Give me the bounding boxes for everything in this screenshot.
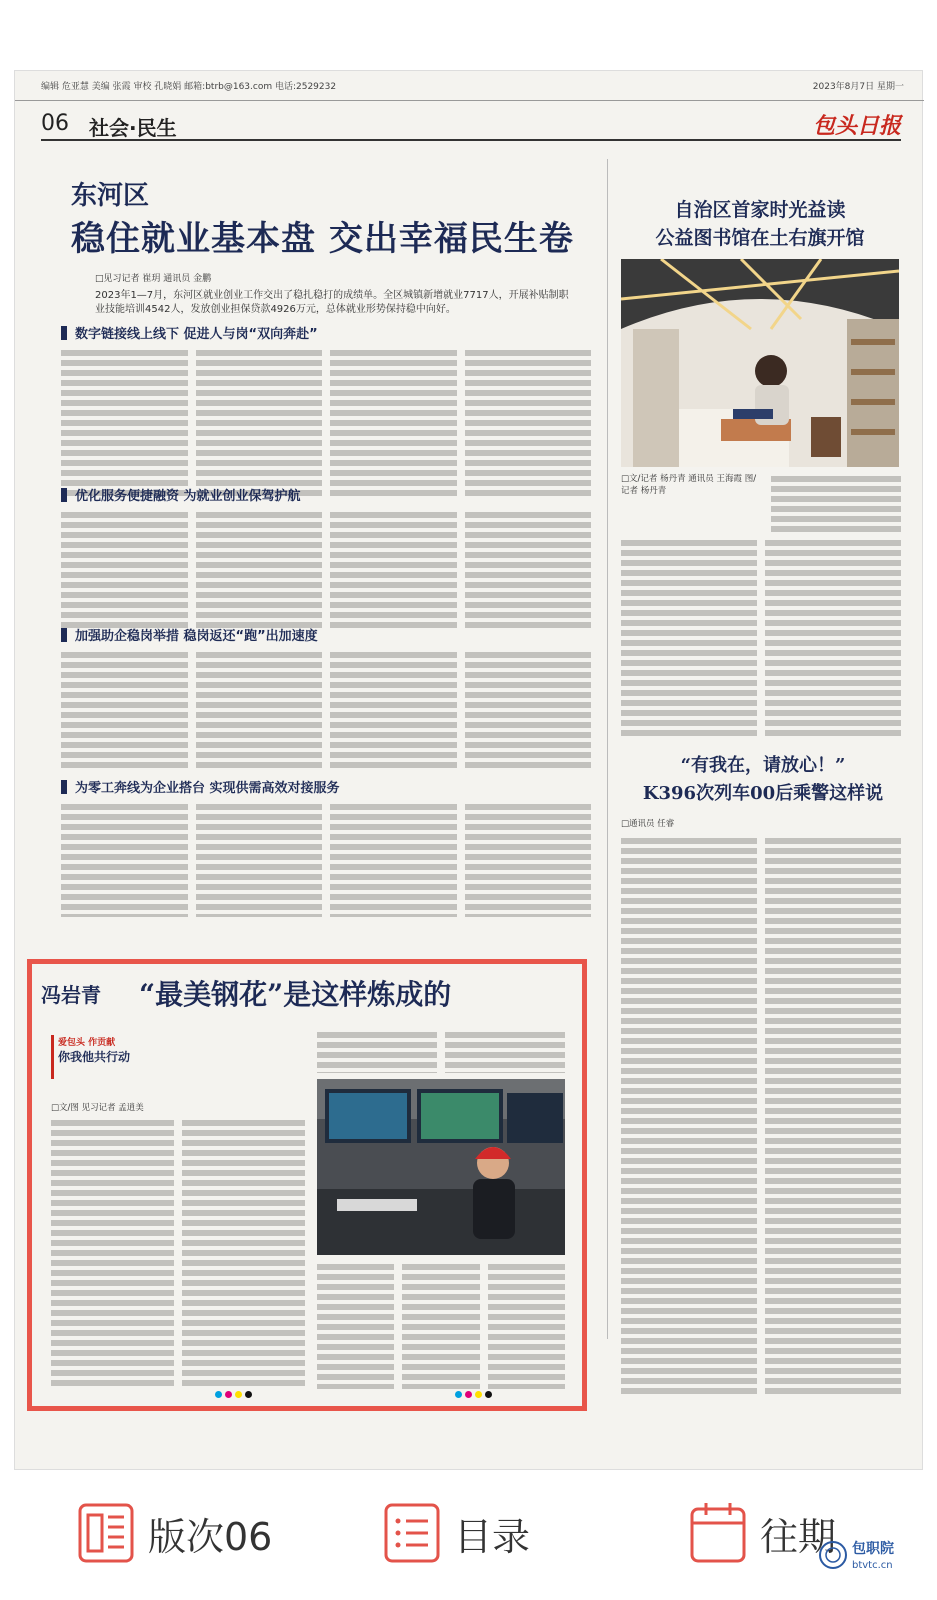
steelworker-photo bbox=[317, 1079, 565, 1255]
article-text-block bbox=[317, 1029, 565, 1073]
list-icon bbox=[382, 1501, 442, 1565]
masthead bbox=[15, 71, 924, 101]
lead-subhead: 加强助企稳岗举措 稳岗返还“跑”出加速度 bbox=[61, 625, 318, 644]
article-text-block bbox=[61, 509, 591, 629]
article-text-block bbox=[317, 1261, 565, 1389]
color-registration-marks bbox=[455, 1391, 492, 1398]
subhead-marker bbox=[61, 780, 67, 794]
section-name: 社会·民生 bbox=[89, 116, 177, 140]
article-text-block bbox=[61, 347, 591, 497]
column-divider bbox=[607, 159, 608, 1339]
calendar-icon bbox=[688, 1501, 748, 1565]
newspaper-logo: 包头日报 bbox=[812, 113, 901, 139]
newspaper-page[interactable] bbox=[14, 70, 923, 1470]
campaign-badge bbox=[51, 1035, 147, 1079]
lead-subhead: 为零工奔线为企业搭台 实现供需高效对接服务 bbox=[61, 777, 340, 796]
lead-subhead: 优化服务便捷融资 为就业创业保驾护航 bbox=[61, 485, 301, 504]
article-text-block bbox=[621, 537, 901, 737]
subhead-marker bbox=[61, 488, 67, 502]
past-issues-button[interactable] bbox=[688, 1498, 836, 1568]
feature-byline: □文/图 见习记者 孟逍美 bbox=[51, 1103, 144, 1113]
site-watermark bbox=[818, 1536, 930, 1592]
edition-icon bbox=[76, 1501, 136, 1565]
train-headline-line1[interactable]: “有我在，请放心！” bbox=[680, 755, 846, 776]
editor-credits: 编辑 危亚慧 美编 张霞 审校 孔晓娟 邮箱:btrb@163.com 电话:2529232 bbox=[41, 82, 337, 92]
article-text-block bbox=[61, 649, 591, 769]
contents-label: 目录 bbox=[454, 1514, 531, 1559]
lead-headline[interactable]: 稳住就业基本盘 交出幸福民生卷 bbox=[71, 219, 574, 259]
lead-byline: □见习记者 崔玥 通讯员 金鹏 bbox=[95, 274, 212, 284]
article-text-block bbox=[771, 473, 901, 533]
past-issues-label: 往期 bbox=[760, 1514, 837, 1559]
article-text-block bbox=[51, 1117, 305, 1389]
library-headline-line2[interactable]: 公益图书馆在土右旗开馆 bbox=[655, 227, 865, 249]
library-headline-line1[interactable]: 自治区首家时光益读 bbox=[674, 199, 846, 221]
lead-intro: 2023年1—7月，东河区就业创业工作交出了稳扎稳打的成绩单。全区城镇新增就业7717人，开展补贴制职业技能培训4542人，发放创业担保贷款4926万元，总体就业形势保持稳中向好。 bbox=[95, 290, 569, 315]
library-reader-photo bbox=[621, 259, 899, 467]
lead-subhead: 数字链接线上线下 促进人与岗“双向奔赴” bbox=[61, 323, 318, 342]
train-byline: □通讯员 任睿 bbox=[621, 819, 675, 829]
feature-headline[interactable]: “最美钢花”是这样炼成的 bbox=[139, 978, 452, 1011]
school-emblem-icon bbox=[818, 1540, 848, 1570]
watermark-url: btvtc.cn bbox=[852, 1560, 893, 1571]
edition-label: 版次06 bbox=[148, 1514, 273, 1559]
subhead-marker bbox=[61, 628, 67, 642]
lead-kicker: 东河区 bbox=[71, 181, 150, 211]
edition-button[interactable] bbox=[76, 1498, 272, 1568]
library-byline: □文/记者 杨丹青 通讯员 王海霞 图/记者 杨丹青 bbox=[621, 474, 757, 496]
train-headline-line2[interactable]: K396次列车00后乘警这样说 bbox=[642, 783, 884, 804]
color-registration-marks bbox=[215, 1391, 252, 1398]
subhead-marker bbox=[61, 326, 67, 340]
badge-line1: 爱包头 作贡献 bbox=[58, 1038, 116, 1048]
issue-date: 2023年8月7日 星期一 bbox=[812, 82, 904, 92]
badge-line2: 你我他共行动 bbox=[58, 1050, 131, 1064]
contents-button[interactable] bbox=[382, 1498, 530, 1568]
article-text-block bbox=[621, 835, 901, 1395]
section-header bbox=[41, 107, 901, 141]
bottom-navigation bbox=[0, 1478, 937, 1600]
watermark-name: 包职院 bbox=[852, 1541, 894, 1557]
article-text-block bbox=[61, 801, 591, 917]
feature-kicker: 冯岩青 bbox=[41, 983, 101, 1007]
page-number: 06 bbox=[41, 111, 69, 136]
